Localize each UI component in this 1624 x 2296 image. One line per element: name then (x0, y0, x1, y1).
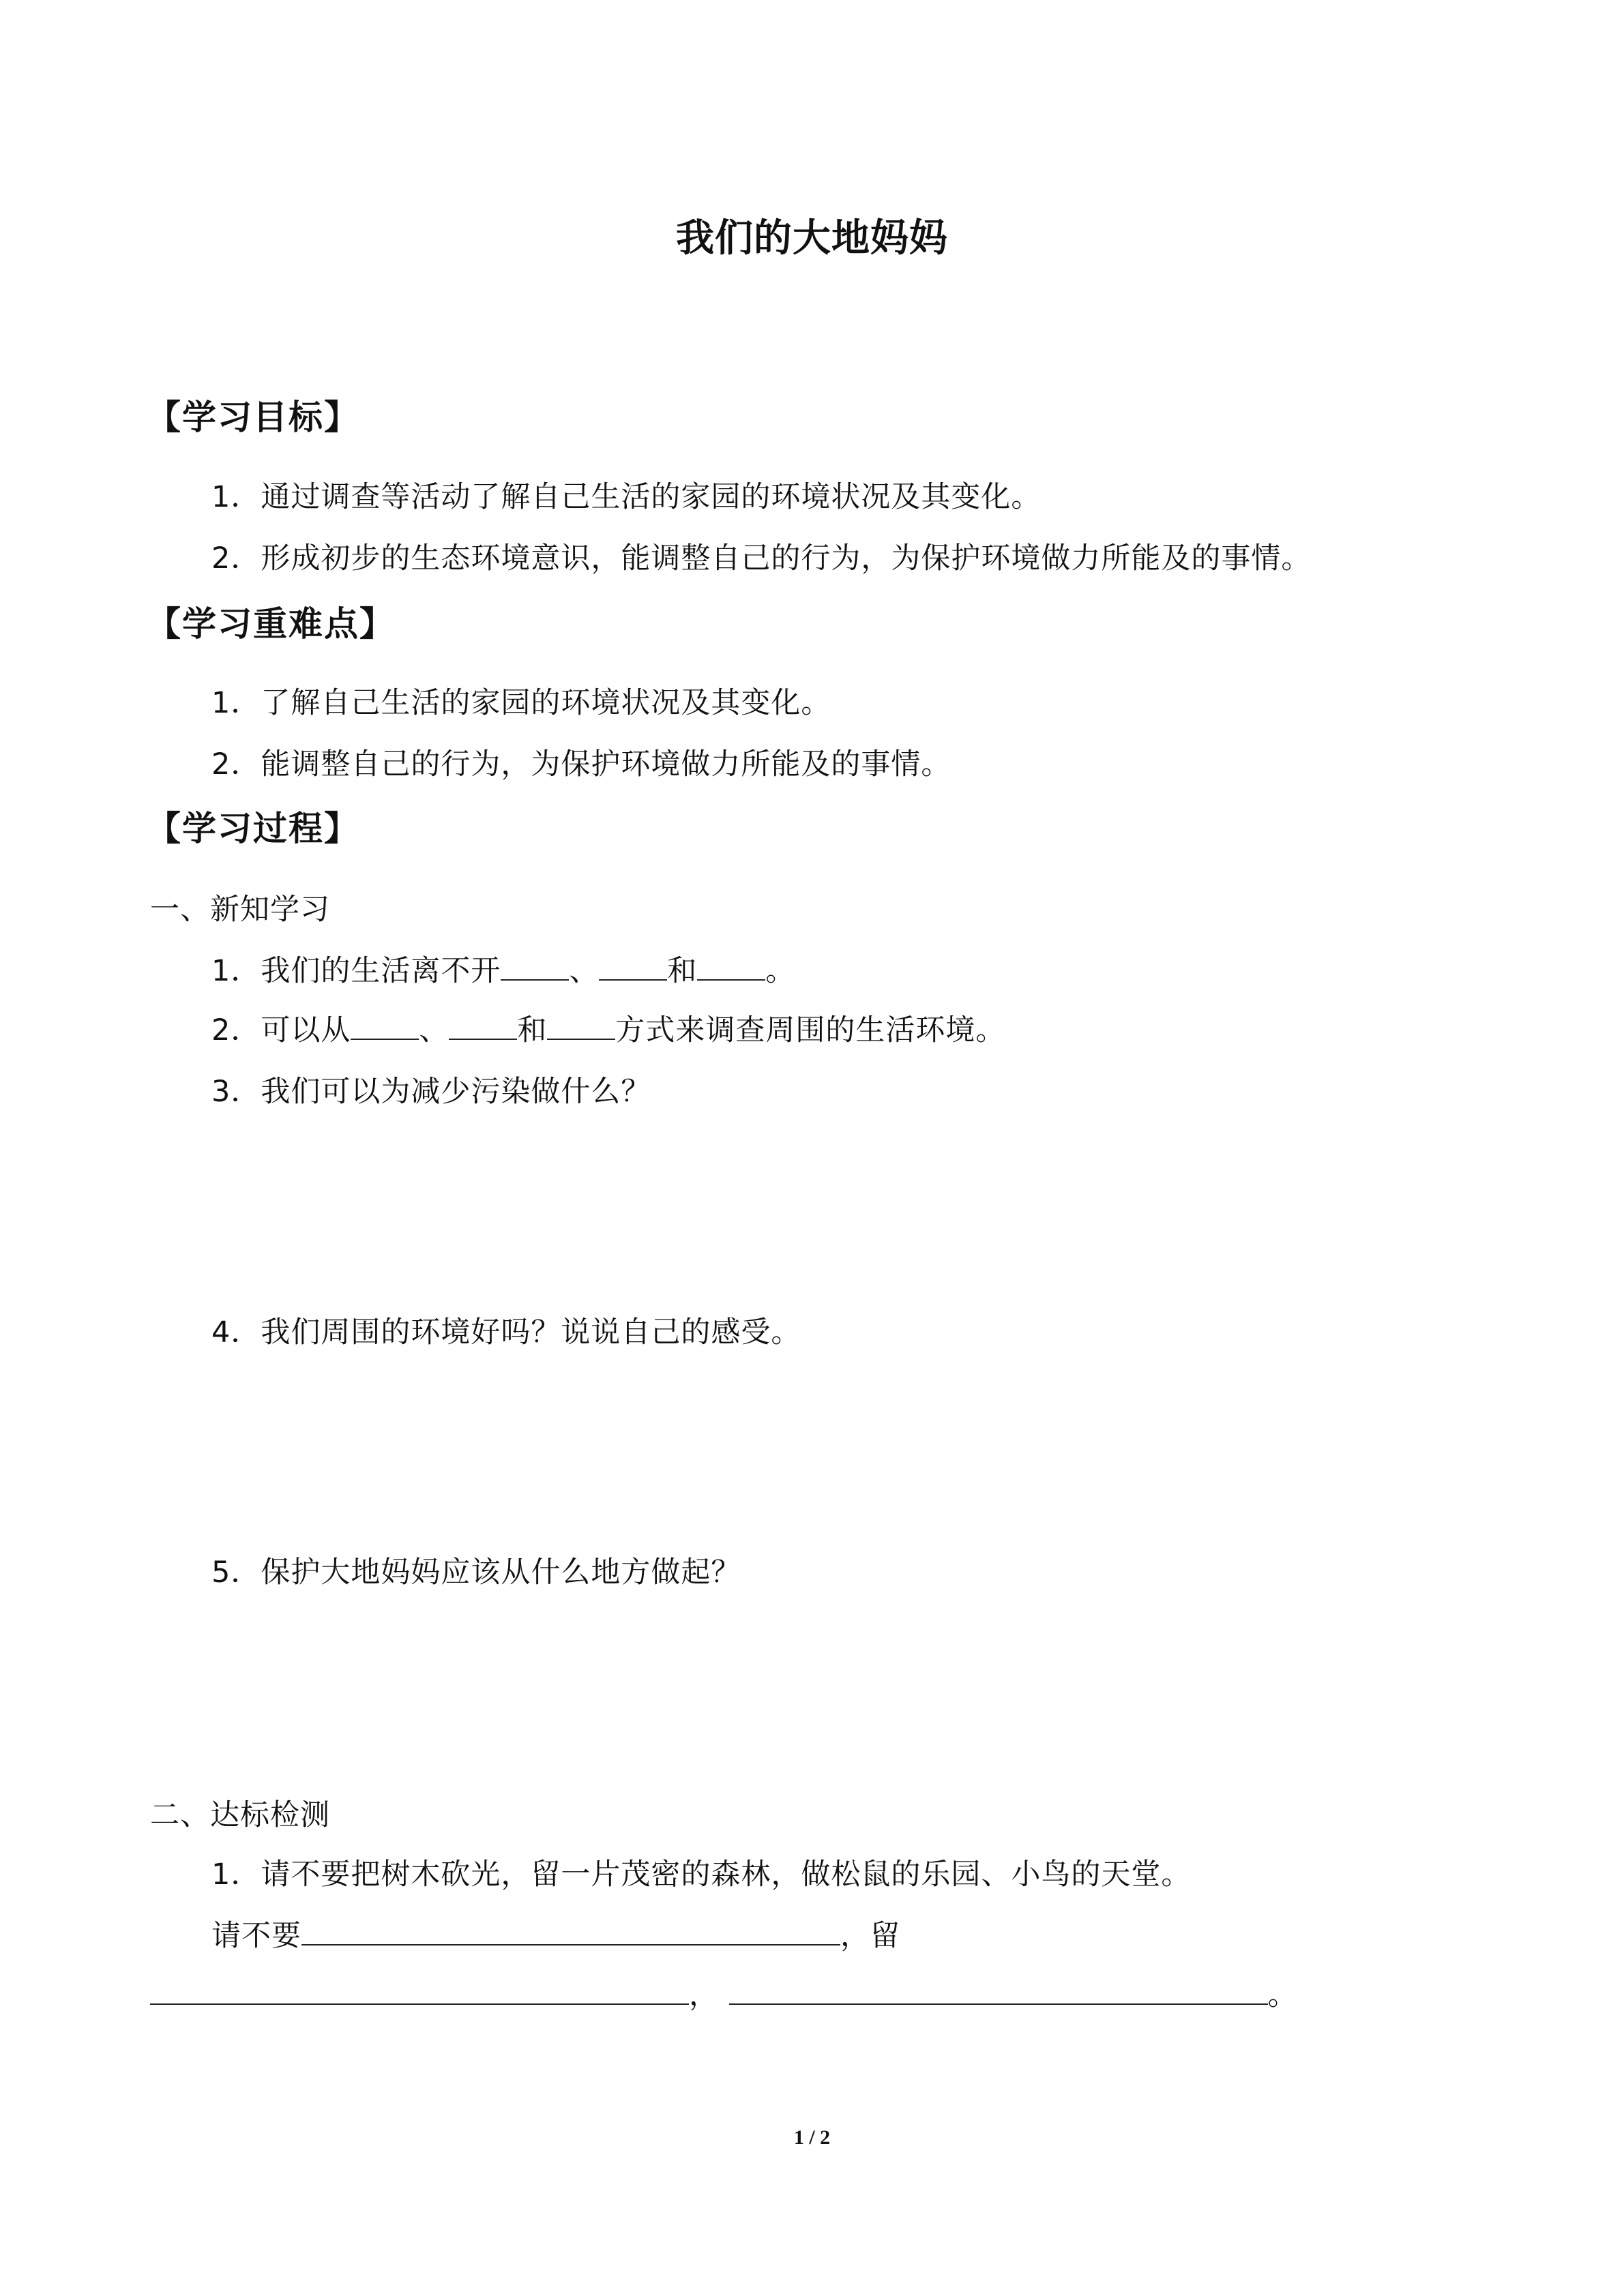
question-1 (211, 948, 795, 989)
question-3: 3．我们可以为减少污染做什么？ (211, 1075, 651, 1109)
blank-field[interactable] (501, 955, 569, 981)
check-question-1: 1．请不要把树木砍光，留一片茂密的森林，做松鼠的乐园、小鸟的天堂。 (211, 1858, 1192, 1892)
heading-key-points: 【学习重难点】 (147, 604, 395, 644)
fill-line-1-prefix: 请不要 (211, 1919, 301, 1953)
key-point-item-1: 1．了解自己生活的家园的环境状况及其变化。 (211, 686, 831, 720)
key-point-item-2: 2．能调整自己的行为，为保护环境做力所能及的事情。 (211, 747, 951, 781)
page-title: 我们的大地妈妈 (676, 216, 948, 260)
question-2 (211, 1007, 1005, 1049)
question-1-sep2: 和 (667, 954, 698, 988)
question-5: 5．保护大地妈妈应该从什么地方做起？ (211, 1555, 741, 1590)
question-2-suffix: 方式来调查周围的生活环境。 (615, 1013, 1006, 1047)
goal-item-1: 1．通过调查等活动了解自己生活的家园的环境状况及其变化。 (211, 480, 1042, 514)
blank-field[interactable] (351, 1014, 419, 1040)
blank-field[interactable] (547, 1014, 615, 1040)
question-2-prefix: 2．可以从 (211, 1013, 351, 1047)
question-2-sep1: 、 (419, 1013, 449, 1047)
question-1-prefix: 1．我们的生活离不开 (211, 954, 501, 988)
heading-process: 【学习过程】 (147, 809, 359, 848)
blank-field[interactable] (729, 1979, 1268, 2005)
question-1-sep1: 、 (569, 954, 600, 988)
fill-line-2-comma: ， (689, 1978, 719, 2012)
blank-field[interactable] (150, 1979, 689, 2005)
heading-goals: 【学习目标】 (147, 398, 359, 437)
blank-field[interactable] (599, 955, 667, 981)
section1-title: 一、新知学习 (150, 893, 330, 927)
question-2-sep2: 和 (517, 1013, 548, 1047)
fill-line-2 (150, 1972, 1298, 2014)
blank-field[interactable] (301, 1920, 840, 1945)
fill-line-1 (211, 1913, 900, 1954)
blank-field[interactable] (449, 1014, 517, 1040)
page-number: 1 / 2 (793, 2126, 831, 2149)
fill-line-1-suffix: ，留 (840, 1919, 900, 1953)
question-1-suffix: 。 (765, 954, 796, 988)
fill-line-2-end: 。 (1267, 1978, 1298, 2012)
blank-field[interactable] (697, 955, 765, 981)
section2-title: 二、达标检测 (150, 1798, 330, 1832)
goal-item-2: 2．形成初步的生态环境意识，能调整自己的行为，为保护环境做力所能及的事情。 (211, 541, 1312, 576)
question-4: 4．我们周围的环境好吗？说说自己的感受。 (211, 1315, 801, 1350)
